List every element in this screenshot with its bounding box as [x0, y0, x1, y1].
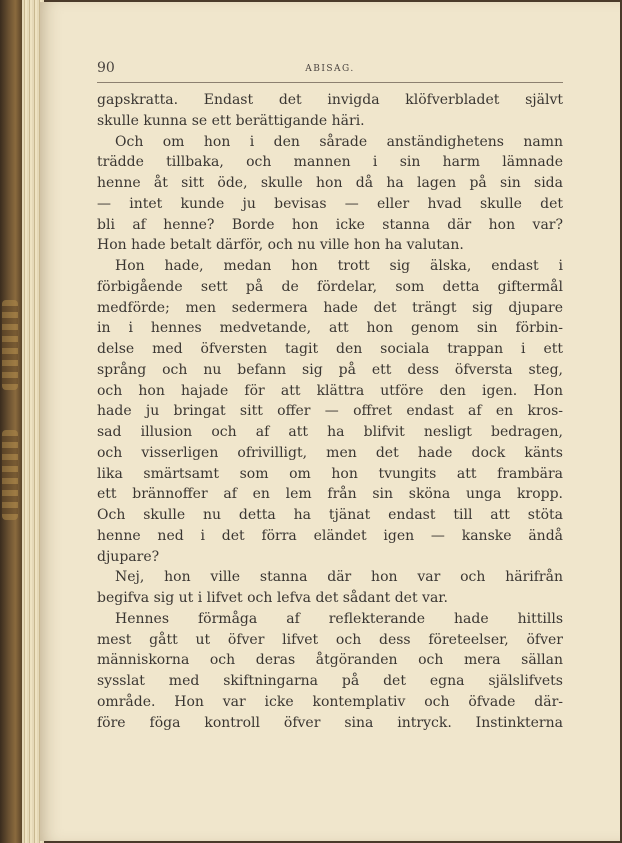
running-head: ABISAG.: [305, 64, 355, 74]
text-line: Hon hade betalt därför, och nu ville hon ha valutan.: [97, 237, 464, 254]
text-line: delse med öfversten tagit den sociala trappan i ett: [97, 341, 563, 357]
text-line: sysslat med skiftningarna på det egna själslifvets: [97, 673, 563, 689]
text-line: område. Hon var icke kontemplativ och öfvade där-: [97, 693, 563, 710]
text-line: henne åt sitt öde, skulle hon då ha lagen på sin sida: [97, 175, 563, 191]
text-line: in i hennes medvetande, att hon genom sin förbin-: [97, 320, 563, 337]
text-line: ett brännoffer af en lem från sin sköna unga kropp.: [97, 486, 563, 503]
text-line: djupare?: [97, 548, 160, 565]
text-line: sad illusion och af att ha blifvit nesligt bedragen,: [97, 424, 563, 440]
text-line: Och skulle nu detta ha tjänat endast till att stöta: [97, 507, 563, 523]
text-line: och hon hajade för att klättra utföre den igen. Hon: [97, 382, 563, 399]
book-binding: [0, 0, 22, 843]
text-line: Hon hade, medan hon trott sig älska, endast i: [115, 258, 563, 274]
text-line: Nej, hon ville stanna där hon var och härifrån: [115, 569, 563, 586]
text-line: begifva sig ut i lifvet och lefva det sådant det var.: [97, 590, 448, 606]
text-line: gapskratta. Endast det invigda klöfverbladet självt: [97, 92, 563, 108]
binding-ornament: [2, 300, 18, 390]
text-line: bli af henne? Borde hon icke stanna där hon var?: [97, 216, 563, 233]
text-line: före föga kontroll öfver sina intryck. Instinkterna: [97, 714, 563, 731]
text-line: hade ju bringat sitt offer — offret endast af en kros-: [97, 403, 563, 420]
text-line: mest gått ut öfver lifvet och dess företeelser, öfver: [97, 631, 563, 648]
binding-ornament: [2, 430, 18, 520]
text-line: språng och nu befann sig på ett dess öfversta steg,: [97, 361, 563, 378]
text-line: förbigående sett på de fördelar, som detta giftermål: [97, 278, 563, 295]
page-number: 90: [97, 60, 115, 76]
page-header: [97, 60, 563, 83]
text-line: trädde tillbaka, och mannen i sin harm lämnade: [97, 154, 563, 171]
text-line: lika smärtsamt som om hon tvungits att frambära: [97, 465, 563, 482]
body-text: [97, 90, 563, 733]
text-line: Och om hon i den sårade anständighetens namn: [115, 133, 563, 150]
text-line: henne ned i det förra eländet igen — kanske ändå: [97, 527, 563, 544]
text-line: människorna och deras åtgöranden och mera sällan: [97, 652, 563, 669]
text-line: medförde; men sedermera hade det trängt sig djupare: [97, 299, 563, 316]
text-line: Hennes förmåga af reflekterande hade hittills: [115, 610, 563, 627]
text-line: och visserligen ofrivilligt, men det hade dock känts: [97, 444, 563, 461]
text-line: skulle kunna se ett berättigande häri.: [97, 112, 365, 129]
text-line: — intet kunde ju bevisas — eller hvad skulle det: [97, 195, 563, 212]
